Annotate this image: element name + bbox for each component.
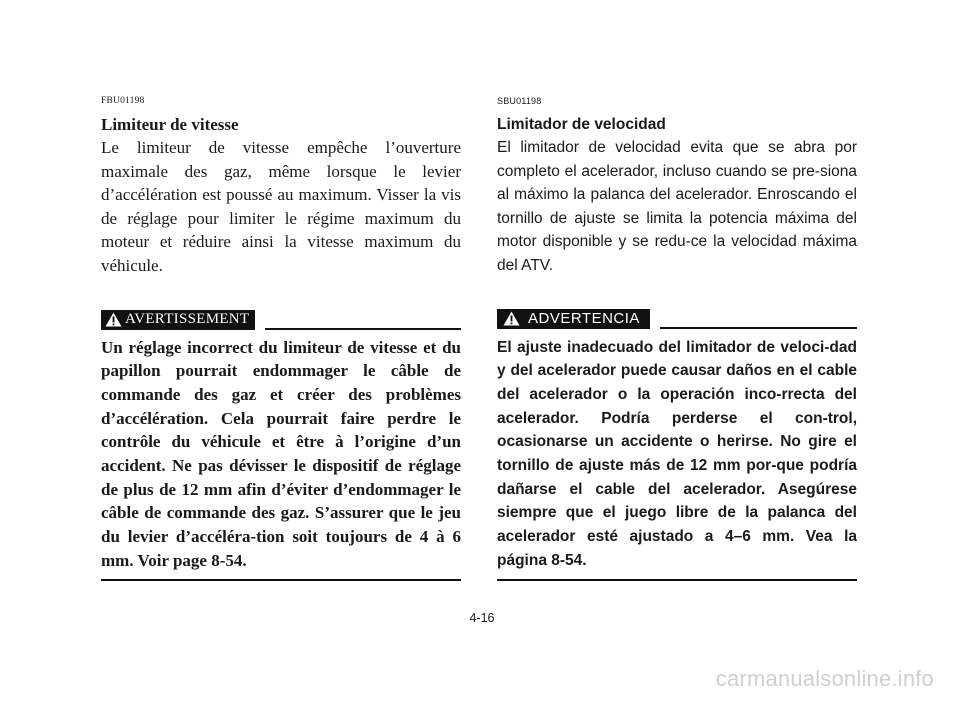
spanish-column bbox=[497, 96, 857, 581]
warning-header-rule bbox=[265, 328, 461, 330]
section-title: Limiteur de vitesse bbox=[101, 115, 239, 134]
section-code: SBU01198 bbox=[497, 96, 542, 106]
warning-badge bbox=[497, 309, 650, 329]
warning-end-rule bbox=[497, 579, 857, 581]
warning-text: El ajuste inadecuado del limitador de veloci-dad y del acelerador puede causar daños en el cable del acelerador o la operación inco-rrecta del acelerador. Podría perderse el con-trol, ocasionarse un accidente o herirse. No gire el tornillo de ajuste más de 12 mm por-que podría dañarse el cable del acelerador. Asegúrese siempre que el juego libre de la palanca del acelerador esté ajustado a 4–6 mm. Vea la página 8-54. bbox=[497, 338, 857, 569]
section-title: Limitador de velocidad bbox=[497, 116, 666, 133]
warning-triangle-icon bbox=[503, 311, 520, 326]
warning-label: AVERTISSEMENT bbox=[125, 311, 250, 328]
warning-header bbox=[497, 308, 857, 329]
warning-text: Un réglage incorrect du limiteur de vitesse et du papillon pourrait endommager le câble de commande des gaz et créer des problèmes d’accélération. Cela pourrait faire perdre le contrôle du véhicule et être à l’origine d’un accident. Ne pas dévisser le dispositif de réglage de plus de 12 mm afin d’éviter d’endommager le câble de commande des gaz. S’assurer que le jeu du levier d’accéléra-tion soit toujours de 4 à 6 mm. Voir page 8-54. bbox=[101, 337, 461, 570]
section-body: Le limiteur de vitesse empêche l’ouverture maximale des gaz, même lorsque le levier d’accélération est poussé au maximum. Visser la vis de réglage pour limiter le régime maximum du moteur et réduire ainsi la vitesse maximum du véhicule. bbox=[101, 138, 461, 275]
warning-header-rule bbox=[660, 327, 857, 329]
warning-label: ADVERTENCIA bbox=[528, 310, 640, 328]
warning-end-rule bbox=[101, 579, 461, 581]
section-body: El limitador de velocidad evita que se abra por completo el acelerador, incluso cuando se pre-siona al máximo la palanca del acelerador. Enroscando el tornillo de ajuste se limita la potencia máxima del motor disponible y se redu-ce la velocidad máxima del ATV. bbox=[497, 139, 857, 274]
french-column bbox=[101, 96, 461, 581]
page-number: 4-16 bbox=[469, 611, 495, 625]
watermark: carmanualsonline.info bbox=[715, 666, 934, 691]
section-code: FBU01198 bbox=[101, 96, 145, 106]
warning-header bbox=[101, 309, 461, 330]
warning-triangle-icon bbox=[105, 312, 122, 327]
warning-badge bbox=[101, 310, 255, 330]
